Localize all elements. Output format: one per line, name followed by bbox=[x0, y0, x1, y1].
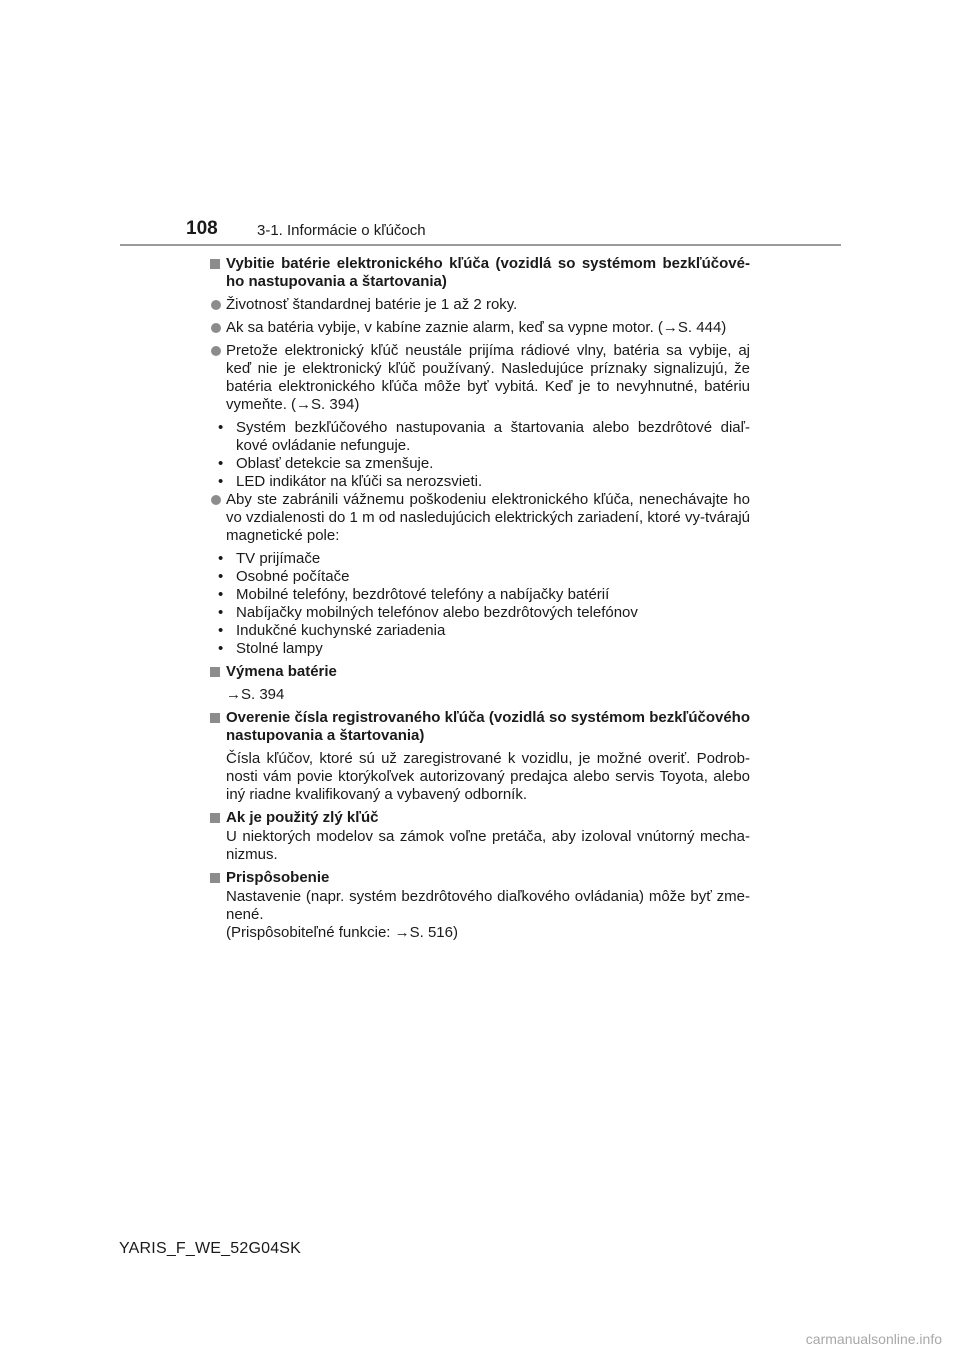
page-content bbox=[210, 255, 750, 942]
section-title: Overenie čísla registrovaného kľúča (vozidlá so systémom bezkľúčového nastupovania a štartovania) bbox=[226, 709, 750, 744]
page-number: 108 bbox=[186, 218, 218, 239]
sub-list-item: • Osobné počítače bbox=[218, 568, 350, 585]
paragraph: (Prispôsobiteľné funkcie: →S. 516) bbox=[226, 924, 458, 941]
square-bullet-icon bbox=[210, 873, 220, 883]
sub-bullet-icon: • bbox=[218, 640, 224, 657]
sub-list-item: • LED indikátor na kľúči sa nerozsvieti. bbox=[218, 473, 483, 490]
paragraph: Nastavenie (napr. systém bezdrôtového diaľkového ovládania) môže byť zme-nené. bbox=[226, 888, 750, 923]
document-code: YARIS_F_WE_52G04SK bbox=[119, 1240, 302, 1257]
sub-bullet-icon: • bbox=[218, 568, 224, 585]
paragraph: Čísla kľúčov, ktoré sú už zaregistrované k vozidlu, je možné overiť. Podrob-nosti vám povie ktorýkoľvek autorizovaný predajca alebo servis Toyota, alebo iný riadne kvalifikovaný a vybavený odborník. bbox=[226, 750, 750, 803]
circle-bullet-icon bbox=[211, 346, 221, 356]
circle-bullet-icon bbox=[211, 495, 221, 505]
square-bullet-icon bbox=[210, 813, 220, 823]
sub-list-item: • Nabíjačky mobilných telefónov alebo bezdrôtových telefónov bbox=[218, 604, 638, 621]
chapter-title: 3-1. Informácie o kľúčoch bbox=[257, 222, 426, 239]
list-item: Aby ste zabránili vážnemu poškodeniu elektronického kľúča, nenechávajte ho vo vzdialenosti do 1 m od nasledujúcich elektrických zariadení, ktoré vy-tvárajú magnetické pole: • TV prijímače • Osobné počítače • Mobilné telefóny, bezdrôtové telefóny a nabíjačky batérií • Nabíjačky mobilných telefónov alebo bezdrôtových telefónov • Indukčné kuchynské zariadenia • Stolné lampy bbox=[210, 491, 750, 658]
section-battery-replacement bbox=[210, 663, 750, 704]
section-title: Prispôsobenie bbox=[226, 869, 330, 886]
section-customization bbox=[210, 869, 750, 942]
square-bullet-icon bbox=[210, 713, 220, 723]
sub-list-item: • Mobilné telefóny, bezdrôtové telefóny a nabíjačky batérií bbox=[218, 586, 610, 603]
list-item: Životnosť štandardnej batérie je 1 až 2 roky. bbox=[210, 296, 750, 314]
sub-list-item: • Stolné lampy bbox=[218, 640, 323, 657]
sub-bullet-icon: • bbox=[218, 586, 224, 603]
sub-list-item: • Oblasť detekcie sa zmenšuje. bbox=[218, 455, 434, 472]
square-bullet-icon bbox=[210, 667, 220, 677]
watermark: carmanualsonline.info bbox=[805, 1331, 942, 1347]
list-item: Ak sa batéria vybije, v kabíne zaznie alarm, keď sa vypne motor. (→S. 444) bbox=[210, 319, 750, 337]
circle-bullet-icon bbox=[211, 300, 221, 310]
sub-bullet-icon: • bbox=[218, 550, 224, 567]
section-title: Výmena batérie bbox=[226, 663, 337, 680]
sub-list-item: • TV prijímače bbox=[218, 550, 321, 567]
circle-bullet-icon bbox=[211, 323, 221, 333]
paragraph: U niektorých modelov sa zámok voľne pretáča, aby izoloval vnútorný mecha-nizmus. bbox=[226, 828, 750, 863]
sub-bullet-icon: • bbox=[218, 622, 224, 639]
list-item: Pretože elektronický kľúč neustále prijíma rádiové vlny, batéria sa vybije, aj keď nie je elektronický kľúč používaný. Nasledujúce príznaky signalizujú, že batéria elektronického kľúča môže byť vybitá. Keď je to nevyhnutné, batériu vymeňte. (→S. 394) • Systém bezkľúčového nastupovania a štartovania alebo bezdrôtové diaľ-kové ovládanie nefunguje. • Oblasť detekcie sa zmenšuje. • LED indikátor na kľúči sa nerozsvieti. bbox=[210, 342, 750, 491]
section-title: Ak je použitý zlý kľúč bbox=[226, 809, 379, 826]
sub-bullet-icon: • bbox=[218, 473, 224, 490]
sub-bullet-icon: • bbox=[218, 604, 224, 621]
sub-bullet-icon: • bbox=[218, 419, 224, 436]
sub-list-item: • Indukčné kuchynské zariadenia bbox=[218, 622, 446, 639]
header-divider bbox=[120, 244, 841, 246]
paragraph: →S. 394 bbox=[226, 686, 285, 703]
square-bullet-icon bbox=[210, 259, 220, 269]
section-wrong-key bbox=[210, 809, 750, 864]
section-key-number-check bbox=[210, 709, 750, 804]
section-title: Vybitie batérie elektronického kľúča (vozidlá so systémom bezkľúčové-ho nastupovania a štartovania) bbox=[226, 255, 750, 290]
sub-list-item: • Systém bezkľúčového nastupovania a štartovania alebo bezdrôtové diaľ-kové ovládanie nefunguje. bbox=[218, 419, 750, 454]
section-battery-depletion bbox=[210, 255, 750, 658]
sub-bullet-icon: • bbox=[218, 455, 224, 472]
